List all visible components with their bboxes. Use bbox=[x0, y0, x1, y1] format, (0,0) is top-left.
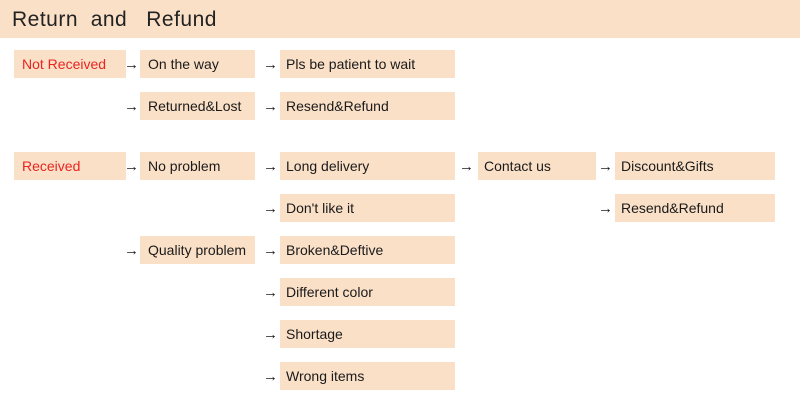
arrow-icon: → bbox=[263, 368, 278, 385]
node-contact-us[interactable] bbox=[478, 152, 596, 180]
arrow-icon: → bbox=[598, 158, 613, 175]
node-label: Wrong items bbox=[286, 368, 365, 384]
node-quality-problem[interactable] bbox=[140, 236, 255, 264]
node-returned-lost[interactable] bbox=[140, 92, 255, 120]
node-on-the-way[interactable] bbox=[140, 50, 255, 78]
arrow-icon: → bbox=[263, 326, 278, 343]
node-label: Resend&Refund bbox=[286, 98, 389, 114]
arrow-icon: → bbox=[263, 56, 278, 73]
arrow-icon: → bbox=[598, 200, 613, 217]
node-label: Contact us bbox=[484, 158, 551, 174]
node-resend-refund-1[interactable] bbox=[280, 92, 455, 120]
node-label: Quality problem bbox=[148, 242, 247, 258]
node-label: No problem bbox=[148, 158, 221, 174]
node-broken-defective[interactable] bbox=[280, 236, 455, 264]
node-label: On the way bbox=[148, 56, 219, 72]
node-label: Pls be patient to wait bbox=[286, 56, 416, 72]
node-label: Discount&Gifts bbox=[621, 158, 714, 174]
node-label: Resend&Refund bbox=[621, 200, 724, 216]
page-title: Return and Refund bbox=[12, 8, 217, 31]
arrow-icon: → bbox=[459, 158, 474, 175]
arrow-icon: → bbox=[263, 200, 278, 217]
node-not-received[interactable] bbox=[14, 50, 126, 78]
arrow-icon: → bbox=[263, 284, 278, 301]
node-label: Received bbox=[22, 158, 81, 174]
node-label: Returned&Lost bbox=[148, 98, 242, 114]
node-different-color[interactable] bbox=[280, 278, 455, 306]
arrow-icon: → bbox=[124, 56, 139, 73]
node-long-delivery[interactable] bbox=[280, 152, 455, 180]
node-label: Shortage bbox=[286, 326, 343, 342]
node-received[interactable] bbox=[14, 152, 126, 180]
title-bar bbox=[0, 0, 800, 38]
arrow-icon: → bbox=[124, 98, 139, 115]
node-dont-like-it[interactable] bbox=[280, 194, 455, 222]
node-label: Not Received bbox=[22, 56, 107, 72]
arrow-icon: → bbox=[263, 242, 278, 259]
node-label: Broken&Deftive bbox=[286, 242, 384, 258]
node-pls-be-patient[interactable] bbox=[280, 50, 455, 78]
node-label: Different color bbox=[286, 284, 373, 300]
arrow-icon: → bbox=[124, 158, 139, 175]
arrow-icon: → bbox=[263, 158, 278, 175]
node-no-problem[interactable] bbox=[140, 152, 255, 180]
node-resend-refund-2[interactable] bbox=[615, 194, 775, 222]
node-label: Don't like it bbox=[286, 200, 355, 216]
arrow-icon: → bbox=[124, 242, 139, 259]
arrow-icon: → bbox=[263, 98, 278, 115]
node-discount-gifts[interactable] bbox=[615, 152, 775, 180]
node-shortage[interactable] bbox=[280, 320, 455, 348]
node-label: Long delivery bbox=[286, 158, 370, 174]
node-wrong-items[interactable] bbox=[280, 362, 455, 390]
